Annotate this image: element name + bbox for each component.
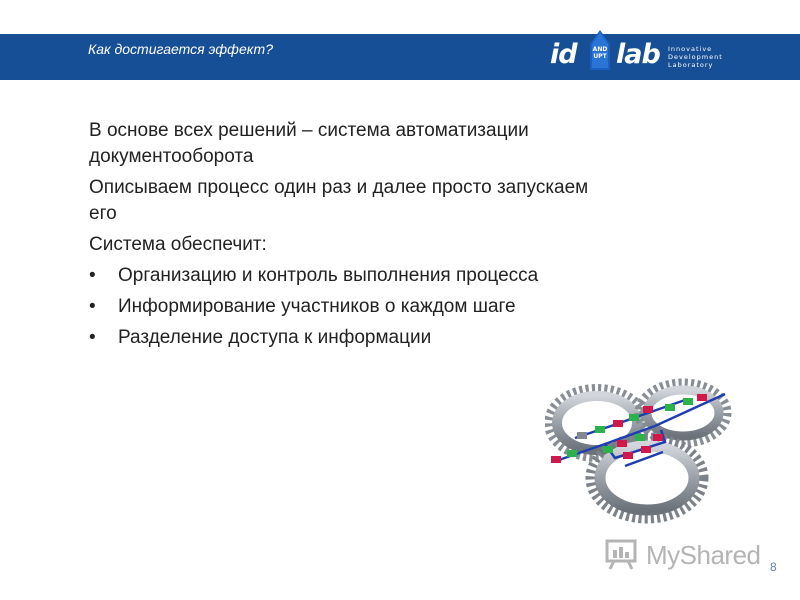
body-paragraph: В основе всех решений – система автоматизации документооборота xyxy=(89,120,529,167)
bullet-marker: • xyxy=(89,296,96,317)
logo-tagline-line: Innovative xyxy=(668,45,713,53)
bullet-item xyxy=(89,325,609,351)
bullet-item xyxy=(89,294,609,320)
myshared-watermark xyxy=(604,536,764,572)
slide-body xyxy=(89,118,609,356)
logo-tagline-line: Laboratory xyxy=(668,61,714,69)
bullet-marker: • xyxy=(89,265,96,286)
bullet-text: Организацию и контроль выполнения процесса xyxy=(118,265,539,286)
logo-id-text: id xyxy=(550,39,577,70)
body-paragraph: Система обеспечит: xyxy=(89,234,267,255)
bullet-text: Информирование участников о каждом шаге xyxy=(118,296,516,317)
logo-badge-text xyxy=(588,46,612,60)
presentation-board-icon xyxy=(604,538,640,570)
body-paragraph: Описываем процесс один раз и далее просто запускаем его xyxy=(89,177,589,224)
watermark-text: MyShared xyxy=(646,540,761,570)
gears-workflow-icon xyxy=(545,378,735,528)
logo-badge-line: UPT xyxy=(593,53,607,60)
logo-tagline xyxy=(668,45,723,69)
logo-tagline-line: Development xyxy=(668,53,723,61)
page-number: 8 xyxy=(770,560,777,574)
idlab-logo xyxy=(548,28,728,80)
slide-title: Как достигается эффект? xyxy=(88,41,273,57)
logo-badge-line: AND xyxy=(592,46,608,53)
bullet-text: Разделение доступа к информации xyxy=(118,327,432,348)
bullet-marker: • xyxy=(89,327,96,348)
bullet-item xyxy=(89,263,609,289)
logo-lab-text: lab xyxy=(616,39,660,70)
